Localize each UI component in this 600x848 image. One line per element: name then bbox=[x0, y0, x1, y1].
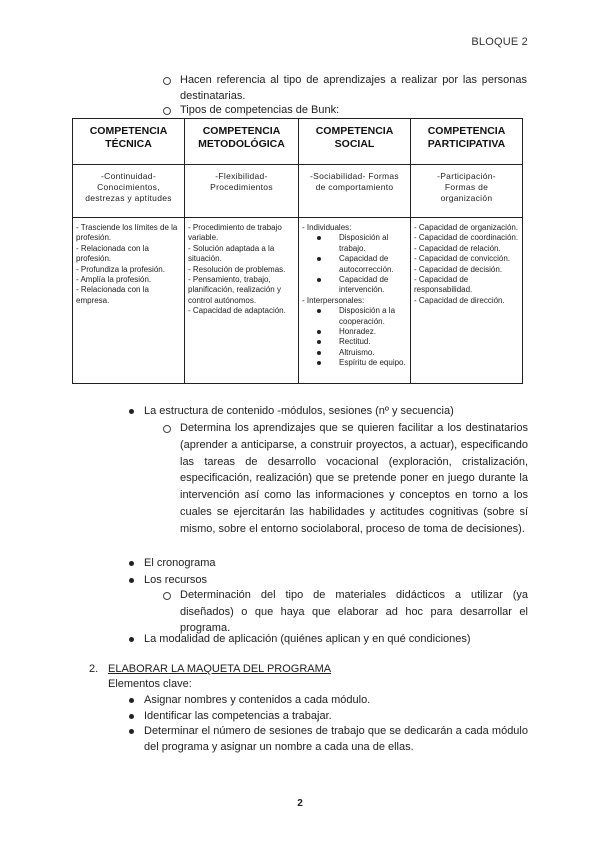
bullet-icon bbox=[129, 578, 134, 583]
list-item: - Relacionada con la profesión. bbox=[76, 243, 149, 264]
key-element-item: Determinar el número de sesiones de trabajo que se dedicarán a cada módulo del programa y asignar un nombre a cada una de ellas. bbox=[144, 725, 528, 753]
subtitle-social: -Sociabilidad- Formas de comportamiento bbox=[299, 165, 411, 218]
bullet-icon bbox=[129, 698, 134, 703]
hollow-bullet-icon bbox=[163, 107, 171, 115]
list-item: Disposición al trabajo. bbox=[302, 233, 407, 254]
list-item: Altruismo. bbox=[302, 348, 407, 358]
subtitle-tecnica: -Continuidad- Conocimientos, destrezas y aptitudes bbox=[73, 165, 185, 218]
list-item: - Capacidad de relación. bbox=[414, 243, 501, 253]
key-element-item: Identificar las competencias a trabajar. bbox=[144, 710, 332, 722]
structure-detail: Determina los aprendizajes que se quieren facilitar a los destinatarios (aprender a anticiparse, a construir proyectos, a actuar), especificando las tareas de desarrollo vocacional (exploración, cristalización, especificación, realización) que se pretende poner en juego durante la intervención así como las informaciones y conceptos en torno a los cuales se ejercitarán las habilidades y actitudes cognitivas (sobre sí mismo, sobre el entorno sociolaboral, proceso de toma de decisiones). bbox=[180, 422, 528, 535]
list-item: - Capacidad de decisión. bbox=[414, 264, 503, 274]
items-social bbox=[299, 218, 411, 384]
list-item: - Capacidad de dirección. bbox=[414, 295, 505, 305]
list-item: - Solución adaptada a la situación. bbox=[188, 243, 275, 264]
section-title: ELABORAR LA MAQUETA DEL PROGRAMA bbox=[108, 663, 332, 675]
group-label-individuales: - Individuales: bbox=[302, 223, 352, 232]
page-number: 2 bbox=[297, 798, 303, 809]
subtitle-metodologica: -Flexibilidad- Procedimientos bbox=[185, 165, 299, 218]
bullet-icon bbox=[129, 729, 134, 734]
col-header-social: COMPETENCIA SOCIAL bbox=[299, 119, 411, 165]
section-subtitle: Elementos clave: bbox=[108, 678, 192, 690]
hollow-bullet-icon bbox=[163, 77, 171, 85]
list-item: - Pensamiento, trabajo, planificación, realización y control autónomos. bbox=[188, 275, 281, 305]
recursos-title: Los recursos bbox=[144, 574, 207, 586]
list-item: Disposición a la cooperación. bbox=[302, 306, 407, 327]
list-item: - Resolución de problemas. bbox=[188, 264, 286, 274]
cronograma-item: El cronograma bbox=[144, 557, 216, 569]
list-item: - Capacidad de responsabilidad. bbox=[414, 275, 473, 295]
list-item: - Capacidad de organización. bbox=[414, 223, 519, 232]
intro-item-audience: Hacen referencia al tipo de aprendizajes a realizar por las personas destinatarias. bbox=[180, 74, 527, 102]
items-metodologica bbox=[185, 218, 299, 384]
items-tecnica bbox=[73, 218, 185, 384]
col-header-tecnica: COMPETENCIA TÉCNICA bbox=[73, 119, 185, 165]
intro-item-bunk: Tipos de competencias de Bunk: bbox=[180, 104, 340, 116]
list-item: - Trasciende los límites de la profesión. bbox=[76, 223, 178, 243]
list-item: - Relacionada con la empresa. bbox=[76, 285, 149, 305]
running-header: BLOQUE 2 bbox=[471, 36, 528, 48]
competencies-table bbox=[72, 118, 523, 384]
hollow-bullet-icon bbox=[163, 592, 171, 600]
hollow-bullet-icon bbox=[163, 425, 171, 433]
section-number: 2. bbox=[89, 663, 99, 675]
bullet-icon bbox=[129, 561, 134, 566]
items-participativa bbox=[411, 218, 523, 384]
bullet-icon bbox=[129, 637, 134, 642]
list-item: - Capacidad de convicción. bbox=[414, 254, 511, 264]
list-item: - Capacidad de adaptación. bbox=[188, 306, 286, 316]
list-item: Espíritu de equipo. bbox=[302, 358, 407, 368]
list-item: Rectitud. bbox=[302, 337, 407, 347]
recursos-detail: Determinación del tipo de materiales didácticos a utilizar (ya diseñados) o que haya que elaborar ad hoc para desarrollar el programa. bbox=[180, 589, 528, 634]
list-item: - Profundiza la profesión. bbox=[76, 264, 165, 274]
list-item: - Procedimiento de trabajo variable. bbox=[188, 223, 282, 243]
subtitle-participativa: -Participación- Formas de organización bbox=[411, 165, 523, 218]
list-item: Capacidad de autocorrección. bbox=[302, 254, 407, 275]
structure-title: La estructura de contenido -módulos, sesiones (nº y secuencia) bbox=[144, 405, 454, 417]
list-item: Capacidad de intervención. bbox=[302, 275, 407, 296]
bullet-icon bbox=[129, 714, 134, 719]
bullet-icon bbox=[129, 409, 134, 414]
list-item: Honradez. bbox=[302, 327, 407, 337]
list-item: - Capacidad de coordinación. bbox=[414, 233, 519, 243]
list-item: - Amplía la profesión. bbox=[76, 275, 152, 285]
modalidad-item: La modalidad de aplicación (quiénes aplican y en qué condiciones) bbox=[144, 633, 471, 645]
key-element-item: Asignar nombres y contenidos a cada módulo. bbox=[144, 694, 371, 706]
col-header-participativa: COMPETENCIA PARTICIPATIVA bbox=[411, 119, 523, 165]
col-header-metodologica: COMPETENCIA METODOLÓGICA bbox=[185, 119, 299, 165]
group-label-interpersonales: - Interpersonales: bbox=[302, 295, 365, 305]
